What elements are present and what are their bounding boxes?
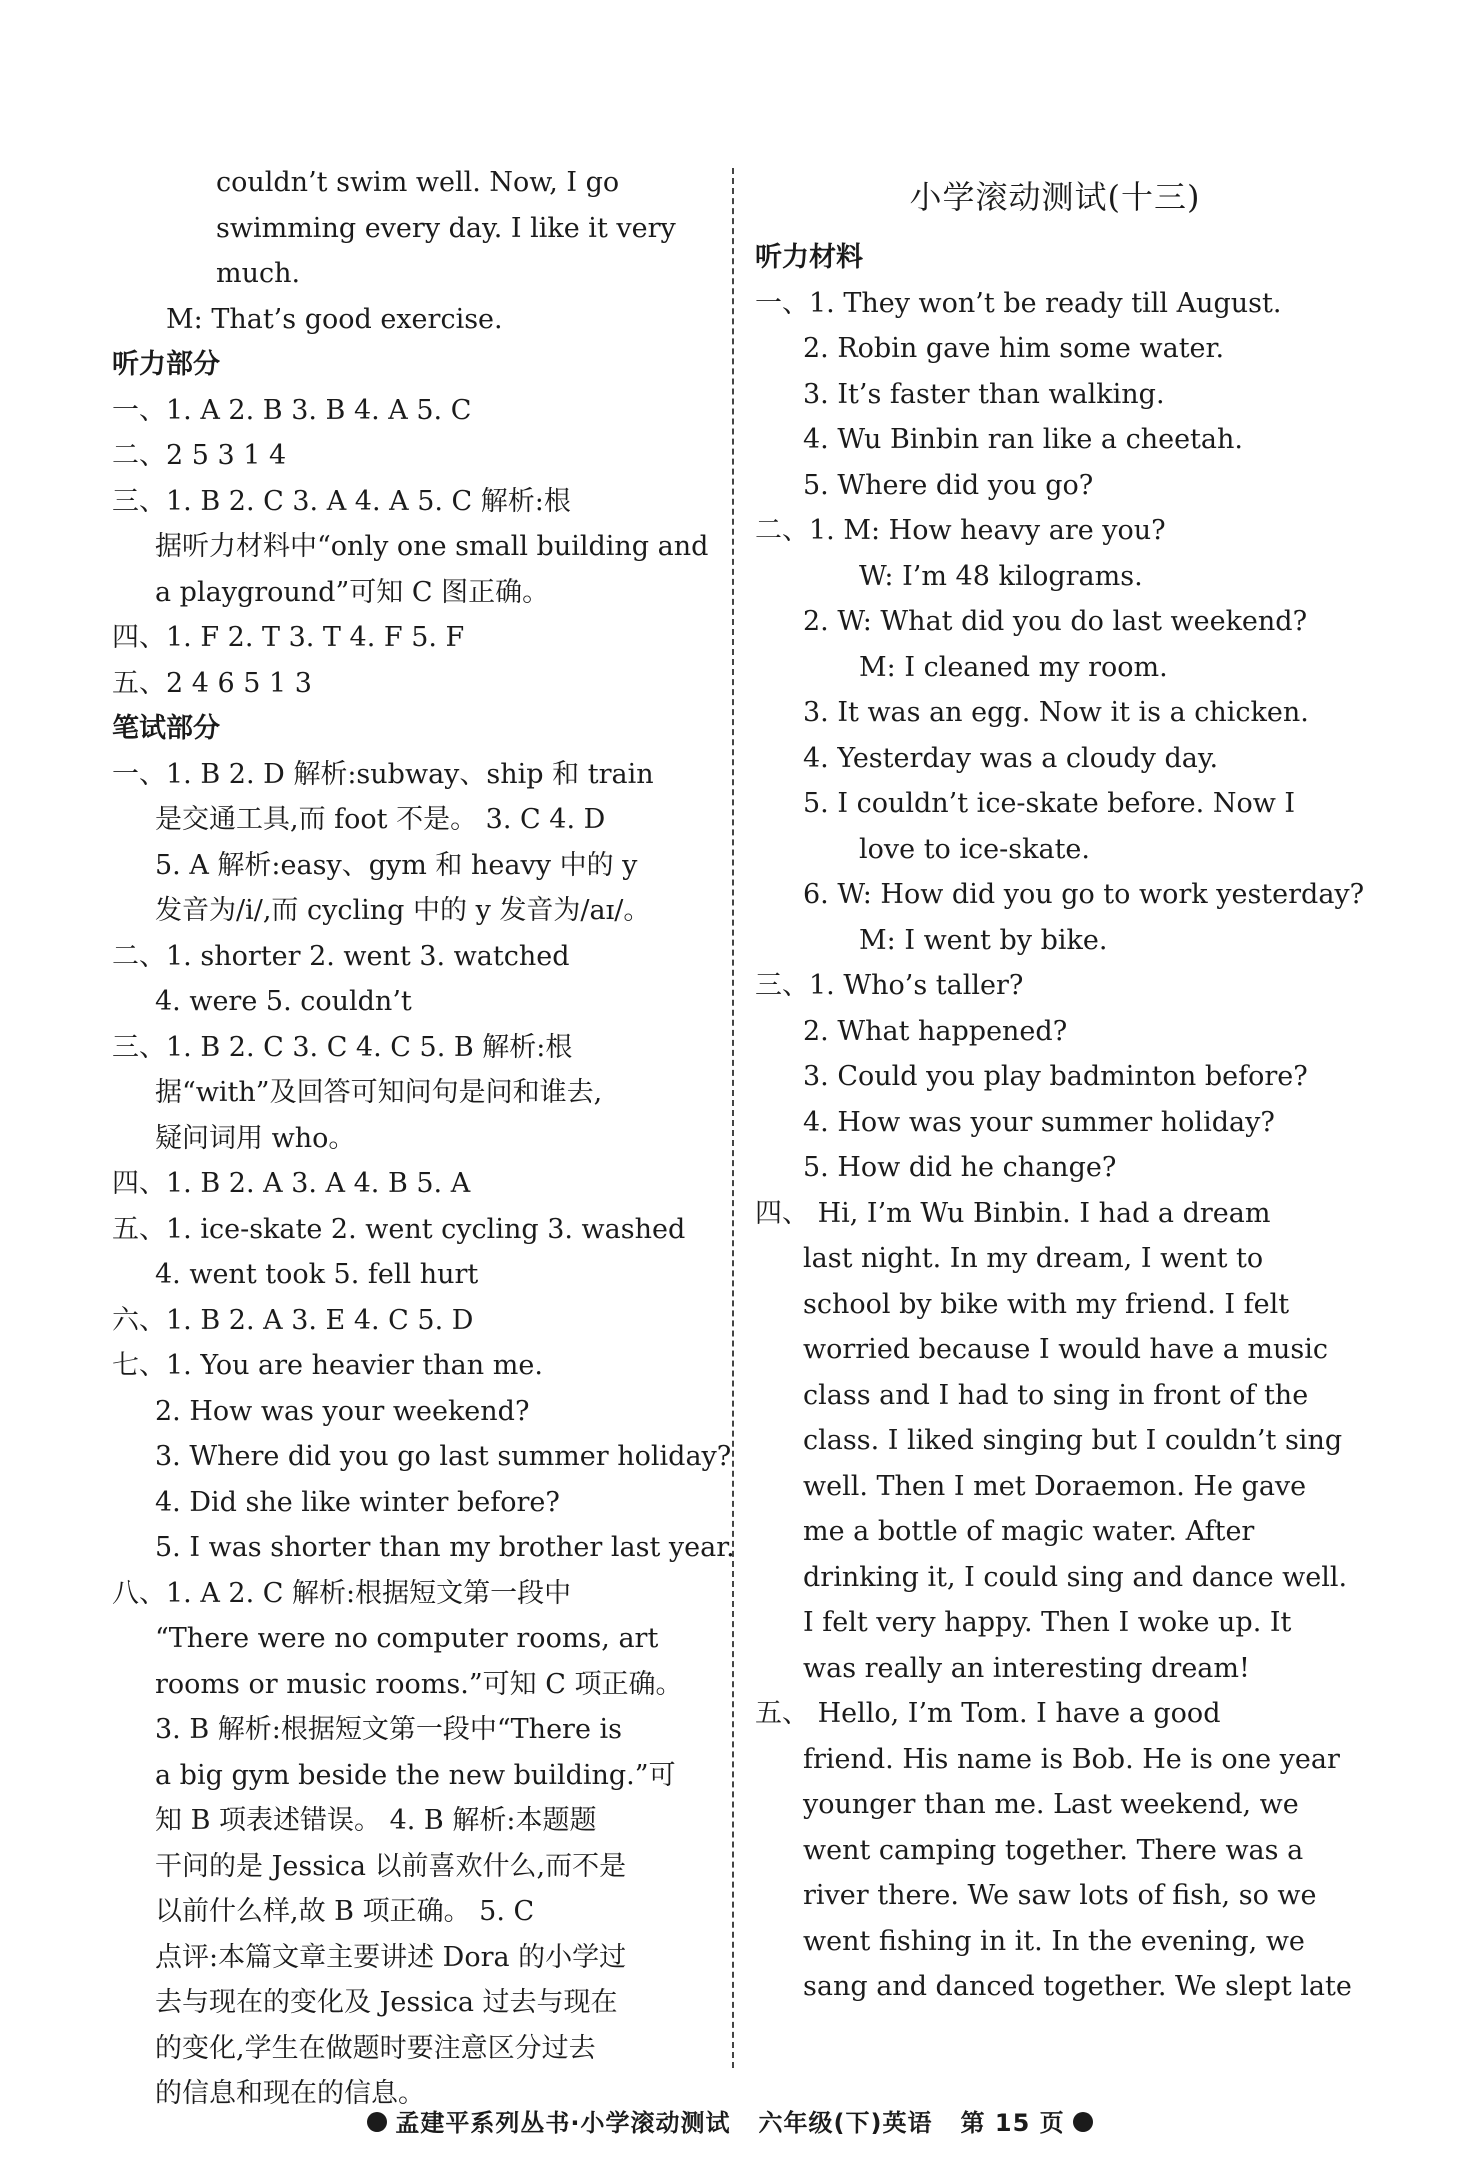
section-heading: 笔试部分 (112, 713, 220, 744)
section-heading: 听力材料 (755, 242, 863, 273)
transcript-line: M: I went by bike. (859, 924, 1108, 956)
transcript-line: 6. W: How did you go to work yesterday? (803, 879, 1365, 910)
answer-line: 一、1. B 2. D 解析:subway、ship 和 train (112, 758, 654, 790)
answer-line: a playground”可知 C 图正确。 (155, 576, 550, 608)
answer-line: swimming every day. I like it very (216, 212, 676, 244)
answer-line: “There were no computer rooms, art (155, 1623, 659, 1654)
answer-line: 知 B 项表述错误。 4. B 解析:本题题 (155, 1805, 597, 1836)
answer-line: 以前什么样,故 B 项正确。 5. C (155, 1896, 535, 1927)
answer-line: 四、1. F 2. T 3. T 4. F 5. F (112, 622, 465, 653)
transcript-line: drinking it, I could sing and dance well. (803, 1561, 1348, 1593)
transcript-line: worried because I would have a music (803, 1334, 1329, 1365)
transcript-line: went fishing in it. In the evening, we (803, 1925, 1305, 1957)
answer-line: 四、1. B 2. A 3. A 4. B 5. A (112, 1168, 471, 1199)
answer-line: 据听力材料中“only one small building and (155, 531, 709, 562)
transcript-line: 4. How was your summer holiday? (803, 1106, 1275, 1138)
answer-line: M: That’s good exercise. (166, 303, 503, 335)
footer-separator: · (570, 2109, 581, 2137)
left-column (112, 160, 735, 2117)
answer-line: 三、1. B 2. C 3. A 4. A 5. C 解析:根 (112, 485, 571, 517)
answer-line: 点评:本篇文章主要讲述 Dora 的小学过 (155, 1941, 627, 1973)
answer-line: 二、2 5 3 1 4 (112, 440, 287, 471)
transcript-line: 四、 Hi, I’m Wu Binbin. I had a dream (755, 1197, 1271, 1229)
answer-line: a big gym beside the new building.”可 (155, 1759, 676, 1791)
transcript-line: 3. It was an egg. Now it is a chicken. (803, 697, 1309, 728)
answer-line: 2. How was your weekend? (155, 1395, 530, 1427)
transcript-line: 2. W: What did you do last weekend? (803, 606, 1308, 637)
answer-line: 七、1. You are heavier than me. (112, 1350, 543, 1381)
transcript-line: was really an interesting dream! (803, 1652, 1250, 1684)
answer-line: 一、1. A 2. B 3. B 4. A 5. C (112, 394, 472, 426)
answer-line: 是交通工具,而 foot 不是。 3. C 4. D (155, 804, 606, 835)
transcript-line: class and I had to sing in front of the (803, 1379, 1309, 1411)
answer-line: 5. A 解析:easy、gym 和 heavy 中的 y (155, 849, 638, 881)
answer-line: 4. Did she like winter before? (155, 1486, 560, 1518)
transcript-line: 5. I couldn’t ice-skate before. Now I (803, 788, 1296, 819)
transcript-line: school by bike with my friend. I felt (803, 1288, 1290, 1320)
transcript-line: well. Then I met Doraemon. He gave (803, 1470, 1307, 1502)
answer-line: 三、1. B 2. C 3. C 4. C 5. B 解析:根 (112, 1031, 573, 1063)
transcript-line: I felt very happy. Then I woke up. It (803, 1607, 1292, 1638)
answer-line: 六、1. B 2. A 3. E 4. C 5. D (112, 1304, 474, 1336)
column-divider (732, 168, 734, 2068)
transcript-line: 3. It’s faster than walking. (803, 378, 1165, 410)
transcript-line: class. I liked singing but I couldn’t sing (803, 1425, 1343, 1456)
footer-series: 孟建平系列丛书 (395, 2109, 571, 2137)
answer-line: 疑问词用 who。 (155, 1122, 356, 1154)
footer-book: 小学滚动测试 (580, 2109, 731, 2137)
footer-grade: 六年级(下)英语 (758, 2109, 933, 2137)
transcript-line: 五、 Hello, I’m Tom. I have a good (755, 1698, 1221, 1729)
transcript-line: 二、1. M: How heavy are you? (755, 515, 1166, 546)
answer-line: 二、1. shorter 2. went 3. watched (112, 940, 570, 972)
transcript-line: sang and danced together. We slept late (803, 1971, 1352, 2002)
answer-line: couldn’t swim well. Now, I go (216, 167, 620, 198)
transcript-line: 5. Where did you go? (803, 469, 1094, 501)
transcript-line: 3. Could you play badminton before? (803, 1061, 1308, 1092)
transcript-line: friend. His name is Bob. He is one year (803, 1743, 1340, 1775)
transcript-line: younger than me. Last weekend, we (803, 1789, 1299, 1820)
transcript-line: 2. What happened? (803, 1015, 1068, 1047)
right-column (755, 160, 1365, 2010)
answer-line: 4. went took 5. fell hurt (155, 1259, 479, 1290)
answer-line: 五、2 4 6 5 1 3 (112, 667, 312, 699)
answer-line: much. (216, 258, 301, 289)
transcript-line: love to ice-skate. (859, 833, 1090, 865)
answer-line: 八、1. A 2. C 解析:根据短文第一段中 (112, 1577, 572, 1609)
transcript-line: W: I’m 48 kilograms. (859, 560, 1143, 592)
transcript-line: 5. How did he change? (803, 1152, 1117, 1183)
transcript-line: river there. We saw lots of fish, so we (803, 1880, 1317, 1911)
answer-line: 的变化,学生在做题时要注意区分过去 (155, 2032, 596, 2064)
answer-line: 据“with”及回答可知问句是问和谁去, (155, 1077, 603, 1108)
answer-line: 5. I was shorter than my brother last year. (155, 1532, 735, 1563)
answer-line: 发音为/i/,而 cycling 中的 y 发音为/aɪ/。 (155, 895, 651, 926)
transcript-line: 4. Yesterday was a cloudy day. (803, 742, 1219, 774)
answer-line: 4. were 5. couldn’t (155, 986, 412, 1017)
section-heading: 听力部分 (112, 349, 220, 380)
bullet-dot-icon (1073, 2112, 1093, 2132)
transcript-line: me a bottle of magic water. After (803, 1516, 1255, 1547)
transcript-line: last night. In my dream, I went to (803, 1243, 1264, 1274)
footer-page-number: 第 15 页 (960, 2109, 1065, 2137)
bullet-dot-icon (367, 2112, 387, 2132)
answer-line: rooms or music rooms.”可知 C 项正确。 (155, 1668, 683, 1700)
transcript-line: M: I cleaned my room. (859, 651, 1168, 683)
answer-line: 干问的是 Jessica 以前喜欢什么,而不是 (155, 1850, 627, 1882)
answer-line: 3. Where did you go last summer holiday? (155, 1441, 732, 1472)
transcript-line: 2. Robin gave him some water. (803, 333, 1225, 364)
test-title: 小学滚动测试(十三) (909, 178, 1201, 216)
transcript-line: 三、1. Who’s taller? (755, 970, 1024, 1001)
answer-line: 3. B 解析:根据短文第一段中“There is (155, 1714, 623, 1745)
transcript-line: 4. Wu Binbin ran like a cheetah. (803, 424, 1243, 455)
answer-line: 去与现在的变化及 Jessica 过去与现在 (155, 1987, 618, 2018)
answer-line: 的信息和现在的信息。 (155, 2078, 425, 2109)
answer-line: 五、1. ice-skate 2. went cycling 3. washed (112, 1213, 686, 1245)
page-footer (0, 2103, 1460, 2138)
transcript-line: 一、1. They won’t be ready till August. (755, 287, 1282, 319)
transcript-line: went camping together. There was a (803, 1834, 1304, 1866)
